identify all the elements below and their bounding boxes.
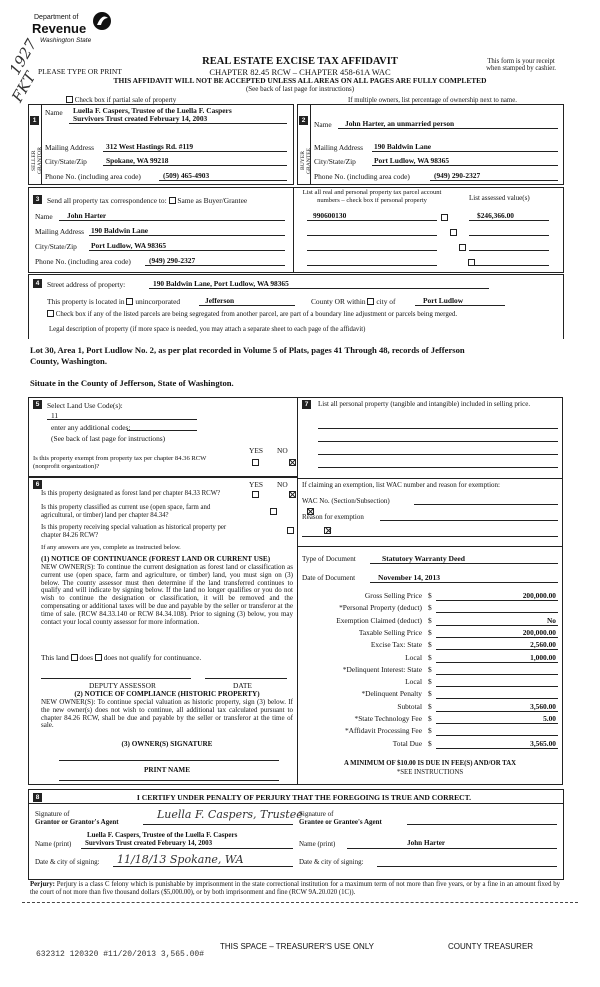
tax-row-value[interactable]: 3,560.00 bbox=[530, 701, 556, 711]
grantor-date-city-label: Date & city of signing: bbox=[35, 858, 100, 866]
same-as-buyer-label: Same as Buyer/Grantee bbox=[177, 196, 248, 205]
seller-side-label: SELLER GRANTOR bbox=[31, 147, 43, 175]
form-title: REAL ESTATE EXCISE TAX AFFIDAVIT bbox=[202, 56, 398, 67]
seller-city[interactable]: Spokane, WA 99218 bbox=[106, 156, 169, 165]
legal-label: Legal description of property (if more space is needed, you may attach a separate sheet to each page of the affidavit) bbox=[49, 326, 366, 333]
tax-row-underline bbox=[436, 711, 558, 712]
buyer-section bbox=[297, 104, 564, 185]
tax-row-dollar: $ bbox=[428, 652, 432, 662]
exempt-no-checkbox[interactable] bbox=[289, 459, 296, 466]
land-use-code[interactable]: 11 bbox=[51, 411, 59, 420]
corr-mailing-label: Mailing Address bbox=[35, 227, 85, 236]
seller-city-underline bbox=[103, 165, 287, 166]
tax-row bbox=[298, 738, 562, 749]
buyer-city-label: City/State/Zip bbox=[314, 157, 356, 166]
tax-row-underline bbox=[436, 735, 558, 736]
corr-phone-underline bbox=[145, 265, 285, 266]
grantor-sig-label-2: Grantor or Grantor's Agent bbox=[35, 818, 119, 826]
this-land-label: This land bbox=[41, 653, 69, 662]
county-treasurer: COUNTY TREASURER bbox=[448, 942, 534, 951]
tax-row-label: *Delinquent Interest: State bbox=[342, 664, 422, 674]
multiple-owners-note: If multiple owners, list percentage of ownership next to name. bbox=[348, 97, 517, 104]
tax-row-label: Exemption Claimed (deduct) bbox=[336, 615, 422, 625]
s8-divider bbox=[29, 803, 563, 804]
section-3-divider bbox=[293, 188, 294, 272]
tax-row bbox=[298, 664, 562, 675]
tax-row-label: Local bbox=[405, 677, 422, 687]
seller-name-2: Survivors Trust created February 14, 2003 bbox=[73, 114, 208, 123]
corr-city[interactable]: Port Ludlow, WA 98365 bbox=[91, 241, 167, 250]
owner-signature-label: (3) OWNER(S) SIGNATURE bbox=[121, 740, 213, 748]
logo-dept: Department of bbox=[34, 14, 79, 21]
tax-row-underline bbox=[436, 698, 558, 699]
seller-side bbox=[29, 105, 42, 184]
does-not-qualify-checkbox[interactable] bbox=[95, 654, 102, 661]
handwritten-initials: FKT bbox=[8, 68, 40, 106]
buyer-name-label: Name bbox=[314, 120, 332, 129]
seller-city-label: City/State/Zip bbox=[45, 157, 87, 166]
grantor-sig-label-1: Signature of bbox=[35, 810, 70, 818]
tax-row-underline bbox=[436, 723, 558, 724]
parcel-line-3 bbox=[307, 250, 437, 251]
s7-divider-2 bbox=[298, 546, 562, 547]
forest-question: Is this property designated as forest land per chapter 84.33 RCW? bbox=[41, 490, 221, 497]
perjury-label: Perjury: bbox=[30, 881, 55, 888]
tax-row-label: *Delinquent Penalty bbox=[361, 689, 422, 699]
tax-row-label: *State Technology Fee bbox=[354, 714, 422, 723]
logo-state: Washington State bbox=[40, 37, 92, 44]
county-or-label: County OR within bbox=[311, 297, 366, 306]
parcel-line-4 bbox=[307, 265, 437, 266]
tax-row-dollar: $ bbox=[428, 689, 432, 699]
tax-row-label: Taxable Selling Price bbox=[358, 627, 422, 637]
forest-no-checkbox[interactable] bbox=[289, 491, 296, 498]
tax-row-value[interactable]: 2,560.00 bbox=[530, 640, 556, 650]
assessed-value-1[interactable]: $246,366.00 bbox=[477, 211, 514, 220]
tax-row bbox=[298, 639, 562, 650]
tax-row bbox=[298, 615, 562, 626]
certify-statement: I CERTIFY UNDER PENALTY OF PERJURY THAT THE FOREGOING IS TRUE AND CORRECT. bbox=[136, 793, 472, 802]
perjury-notice bbox=[30, 881, 560, 897]
buyer-city[interactable]: Port Ludlow, WA 98365 bbox=[374, 156, 450, 165]
land-use-label: Select Land Use Code(s): bbox=[47, 401, 123, 410]
tax-row-dollar: $ bbox=[428, 714, 432, 723]
seller-mailing-underline bbox=[103, 151, 287, 152]
unincorporated-label: unincorporated bbox=[135, 297, 181, 306]
print-name-line[interactable] bbox=[59, 780, 279, 781]
parcel-header bbox=[297, 189, 447, 205]
does-not-label: does not qualify for continuance. bbox=[103, 653, 202, 662]
buyer-phone-label: Phone No. (including area code) bbox=[314, 172, 410, 181]
county-underline bbox=[199, 305, 295, 306]
deputy-date-line bbox=[205, 678, 287, 679]
cashier-stamp: 632312 120320 #11/20/2013 3,565.00# bbox=[36, 950, 205, 959]
doc-type-line bbox=[370, 563, 558, 564]
buyer-city-underline bbox=[372, 165, 558, 166]
tax-row bbox=[298, 713, 562, 724]
land-use-underline bbox=[47, 419, 197, 420]
reason-label: Reason for exemption bbox=[302, 513, 364, 521]
section-3-number: 3 bbox=[33, 195, 42, 204]
logo-swoosh-icon bbox=[92, 10, 112, 32]
buyer-name-underline bbox=[338, 128, 558, 129]
section-7-number: 7 bbox=[302, 400, 311, 409]
grantor-name-print-label: Name (print) bbox=[35, 840, 72, 848]
historic-question: Is this property receiving special valuation as historical property per chapter 84.26 RCW? bbox=[41, 524, 227, 539]
seller-section bbox=[28, 104, 294, 185]
property-street[interactable]: 190 Baldwin Lane, Port Ludlow, WA 98365 bbox=[153, 279, 289, 288]
dor-logo bbox=[24, 6, 119, 46]
situate-line: Situate in the County of Jefferson, State of Washington. bbox=[30, 378, 234, 388]
doc-type[interactable]: Statutory Warranty Deed bbox=[382, 554, 465, 563]
assessed-line-4 bbox=[469, 265, 549, 266]
seller-mailing[interactable]: 312 West Hastings Rd. #119 bbox=[106, 142, 194, 151]
s6-no-label: NO bbox=[277, 480, 288, 489]
partial-sale-checkbox[interactable] bbox=[66, 96, 73, 103]
street-label: Street address of property: bbox=[47, 280, 126, 289]
tax-row-underline bbox=[436, 637, 558, 638]
tax-row-underline bbox=[436, 674, 558, 675]
tax-row-dollar: $ bbox=[428, 591, 432, 600]
assessed-line-2 bbox=[469, 235, 549, 236]
doc-date[interactable]: November 14, 2013 bbox=[378, 573, 441, 582]
tax-row-value[interactable]: 5.00 bbox=[543, 714, 556, 723]
parcel-header-2: numbers – check box if personal property bbox=[317, 197, 427, 204]
section-4-number: 4 bbox=[33, 279, 42, 288]
tax-row-value[interactable]: 200,000.00 bbox=[522, 627, 556, 637]
city-underline bbox=[415, 305, 505, 306]
street-underline bbox=[149, 288, 489, 289]
deputy-line bbox=[41, 678, 191, 679]
see-instructions: *SEE INSTRUCTIONS bbox=[396, 769, 464, 776]
corr-mailing-underline bbox=[89, 235, 285, 236]
logo-revenue: Revenue bbox=[32, 21, 87, 36]
city-value[interactable]: Port Ludlow bbox=[423, 296, 464, 305]
tax-row-underline bbox=[436, 686, 558, 687]
tax-row-label: Excise Tax: State bbox=[370, 640, 422, 650]
seller-name-underline bbox=[69, 123, 287, 124]
grantee-sig-label-1: Signature of bbox=[299, 810, 334, 818]
exempt-question: Is this property exempt from property tax per chapter 84.36 RCW (nonprofit organization)? bbox=[33, 455, 207, 470]
personal-property-checkbox-3[interactable] bbox=[459, 244, 466, 251]
county-value[interactable]: Jefferson bbox=[205, 296, 235, 305]
grantee-date-line[interactable] bbox=[377, 866, 557, 867]
section-6 bbox=[28, 477, 298, 785]
tax-row bbox=[298, 590, 562, 601]
tax-row-value[interactable]: 1,000.00 bbox=[530, 652, 556, 662]
minimum-note: A MINIMUM OF $10.00 IS DUE IN FEE(S) AND/OR TAX bbox=[343, 760, 517, 767]
tax-row bbox=[298, 701, 562, 712]
parcel-line-2 bbox=[307, 235, 437, 236]
tax-row-label: Gross Selling Price bbox=[364, 591, 422, 600]
owner-signature-line[interactable] bbox=[59, 760, 279, 761]
partial-sale-row bbox=[66, 96, 176, 104]
pp-line-3[interactable] bbox=[318, 454, 558, 455]
pp-line-2[interactable] bbox=[318, 441, 558, 442]
tax-row-underline bbox=[436, 748, 558, 749]
tax-row-underline bbox=[436, 649, 558, 650]
section-2-number: 2 bbox=[299, 116, 308, 125]
grantor-print-line bbox=[81, 848, 293, 849]
buyer-side bbox=[298, 105, 311, 184]
current-use-question: Is this property classified as current use (open space, farm and agricultural, or timber) land per chapter 84.34? bbox=[41, 504, 211, 519]
grantor-sig-line bbox=[143, 824, 293, 825]
city-of-label: city of bbox=[376, 297, 396, 306]
buyer-mailing-underline bbox=[372, 151, 558, 152]
same-as-buyer-checkbox[interactable] bbox=[169, 197, 176, 204]
pp-line-1[interactable] bbox=[318, 428, 558, 429]
notice-compliance-title: (2) NOTICE OF COMPLIANCE (HISTORIC PROPERTY) bbox=[74, 690, 260, 698]
buyer-mailing[interactable]: 190 Baldwin Lane bbox=[374, 142, 432, 151]
tax-row-dollar: $ bbox=[428, 615, 432, 625]
tax-row-dollar: $ bbox=[428, 726, 432, 736]
tax-row-value[interactable]: 3,565.00 bbox=[530, 738, 556, 748]
reason-line-1[interactable] bbox=[380, 520, 558, 521]
historic-yes-checkbox[interactable] bbox=[287, 527, 294, 534]
legal-description[interactable] bbox=[30, 345, 562, 367]
continuance-row bbox=[41, 653, 201, 662]
does-label: does bbox=[79, 653, 93, 662]
corr-phone-label: Phone No. (including area code) bbox=[35, 257, 131, 266]
tax-row-underline bbox=[436, 625, 558, 626]
tax-row-dollar: $ bbox=[428, 603, 432, 613]
legal-line-2: County, Washington. bbox=[30, 356, 107, 366]
corr-mailing[interactable]: 190 Baldwin Lane bbox=[91, 226, 149, 235]
tax-row-dollar: $ bbox=[428, 627, 432, 637]
forest-yes-checkbox[interactable] bbox=[252, 491, 259, 498]
send-correspondence-label: Send all property tax correspondence to: bbox=[47, 196, 167, 205]
handwritten-number: 1927 bbox=[5, 35, 41, 79]
segregation-row bbox=[47, 310, 457, 318]
tax-row-dollar: $ bbox=[428, 677, 432, 687]
seller-phone-label: Phone No. (including area code) bbox=[45, 172, 141, 181]
tax-row-label: *Affidavit Processing Fee bbox=[344, 726, 422, 736]
does-qualify-checkbox[interactable] bbox=[71, 654, 78, 661]
buyer-phone-underline bbox=[430, 180, 558, 181]
tax-row-dollar: $ bbox=[428, 640, 432, 650]
notice-continuance-title: (1) NOTICE OF CONTINUANCE (FOREST LAND OR CURRENT USE) bbox=[41, 555, 271, 563]
buyer-name[interactable]: John Harter, an unmarried person bbox=[345, 119, 455, 128]
doc-date-label: Date of Document bbox=[302, 574, 356, 582]
section-5-number: 5 bbox=[33, 400, 42, 409]
reason-line-2[interactable] bbox=[302, 536, 558, 537]
grantee-date-city-label: Date & city of signing: bbox=[299, 858, 364, 866]
unincorporated-checkbox[interactable] bbox=[126, 298, 133, 305]
notice-continuance-text: NEW OWNER(S): To continue the current designation as forest land or classification as current use (open space, farm and agriculture, or timber) land, you must sign on (3) below. The county assessor must then determine if the land transferred continues to qualify and will indicate by signing below. If the land no longer qualifies or you do not wish to continue the designation or classification, it will be removed and the compensating or additional taxes will be due and payable by the seller or transferor at the time of sale. (RCW 84.33.140 or RCW 84.34.108). Prior to signing (3) below, you may contact your local county assessor for more information. bbox=[41, 563, 293, 626]
parcel-number-1[interactable]: 990600130 bbox=[313, 211, 347, 220]
additional-codes-underline bbox=[127, 430, 197, 431]
corr-city-label: City/State/Zip bbox=[35, 242, 77, 251]
tax-row bbox=[298, 725, 562, 736]
s6-yes-label: YES bbox=[249, 480, 263, 489]
seller-phone-underline bbox=[159, 180, 287, 181]
deputy-assessor-label: DEPUTY ASSESSOR bbox=[89, 681, 156, 690]
partial-sale-label: Check box if partial sale of property bbox=[74, 96, 177, 104]
tax-row bbox=[298, 627, 562, 638]
grantor-signature[interactable]: Luella F. Caspers, Trustee bbox=[157, 808, 303, 821]
corr-name[interactable]: John Harter bbox=[67, 211, 107, 220]
grantee-name-print-label: Name (print) bbox=[299, 840, 336, 848]
tax-row bbox=[298, 688, 562, 699]
form-see-back: (See back of last page for instructions) bbox=[245, 85, 355, 93]
tax-row-label: Total Due bbox=[392, 738, 422, 748]
personal-property-checkbox-2[interactable] bbox=[450, 229, 457, 236]
grantee-sig-label-2: Grantee or Grantee's Agent bbox=[299, 818, 382, 826]
notice-compliance-text: NEW OWNER(S): To continue special valuation as historic property, sign (3) below. If the new owner(s) does not wish to continue, all additional tax calculated pursuant to chapter 84.26 RCW, shall be due and payable by the seller or transferor at the time of sale. bbox=[41, 698, 293, 730]
buyer-side-label: BUYER GRANTEE bbox=[300, 147, 312, 175]
send-correspondence bbox=[47, 196, 247, 205]
tax-row-label: Local bbox=[405, 652, 422, 662]
receipt-note bbox=[466, 58, 576, 72]
wac-label: WAC No. (Section/Subsection) bbox=[302, 497, 390, 505]
land-use-see-back: (See back of last page for instructions) bbox=[51, 434, 166, 443]
form-warning: THIS AFFIDAVIT WILL NOT BE ACCEPTED UNLESS ALL AREAS ON ALL PAGES ARE FULLY COMPLETED bbox=[113, 76, 487, 85]
tax-row-value[interactable]: No bbox=[546, 615, 556, 625]
grantor-date-line bbox=[113, 866, 293, 867]
legal-line-1: Lot 30, Area 1, Port Ludlow No. 2, as per plat recorded in Volume 5 of Plats, pages 41 Through 48, records of Jefferson bbox=[30, 345, 465, 355]
corr-city-underline bbox=[89, 250, 285, 251]
please-type: PLEASE TYPE OR PRINT bbox=[38, 67, 122, 76]
grantee-print-line bbox=[347, 848, 557, 849]
footer-divider bbox=[22, 902, 578, 903]
city-of-checkbox[interactable] bbox=[367, 298, 374, 305]
tax-row-underline bbox=[436, 662, 558, 663]
doc-type-label: Type of Document bbox=[302, 555, 356, 563]
s7-divider-1 bbox=[298, 478, 562, 479]
form-chapter: CHAPTER 82.45 RCW – CHAPTER 458-61A WAC bbox=[209, 67, 391, 77]
exemption-label: If claiming an exemption, list WAC number and reason for exemption: bbox=[302, 481, 500, 489]
assessed-header: List assessed value(s) bbox=[469, 194, 530, 202]
segregation-checkbox[interactable] bbox=[47, 310, 54, 317]
tax-row-label: *Personal Property (deduct) bbox=[339, 603, 422, 613]
print-name-label: PRINT NAME bbox=[144, 766, 190, 774]
deputy-date-label: DATE bbox=[233, 681, 252, 690]
corr-phone[interactable]: (949) 290-2327 bbox=[149, 256, 196, 265]
receipt-line-2: when stamped by cashier. bbox=[486, 65, 556, 72]
tax-row-dollar: $ bbox=[428, 664, 432, 674]
segregation-label: Check box if any of the listed parcels are being segregated from another parcel, are part of a boundary line adjustment or parcels being merged. bbox=[55, 310, 458, 318]
section-5 bbox=[28, 397, 298, 477]
seller-name-label: Name bbox=[45, 108, 63, 117]
tax-row-dollar: $ bbox=[428, 701, 432, 711]
tax-row bbox=[298, 652, 562, 663]
grantee-sig-line[interactable] bbox=[407, 824, 557, 825]
parcel-header-1: List all real and personal property tax parcel account bbox=[302, 189, 442, 196]
tax-row bbox=[298, 602, 562, 613]
exempt-yes-checkbox[interactable] bbox=[252, 459, 259, 466]
treasurer-use: THIS SPACE – TREASURER'S USE ONLY bbox=[220, 942, 375, 951]
personal-property-checkbox-1[interactable] bbox=[441, 214, 448, 221]
pp-line-4[interactable] bbox=[318, 467, 558, 468]
perjury-text: Perjury is a class C felony which is punishable by imprisonment in the state correctional institution for a maximum term of not more than five years, or by a fine in an amount fixed by the court of not more than five thousand dollars ($5,000.00), or by both imprisonment and fine (RCW 9A.20.020 (1C)). bbox=[30, 881, 560, 896]
tax-row-value[interactable]: 200,000.00 bbox=[522, 591, 556, 600]
county-or-row bbox=[311, 297, 395, 306]
seller-mailing-label: Mailing Address bbox=[45, 143, 95, 152]
section-7 bbox=[298, 397, 563, 785]
section-6-number: 6 bbox=[33, 480, 42, 489]
located-row bbox=[47, 297, 180, 306]
grantor-print-2[interactable]: Survivors Trust created February 14, 2003 bbox=[85, 839, 213, 847]
section-8 bbox=[28, 789, 564, 880]
tax-row bbox=[298, 676, 562, 687]
located-in-label: This property is located in bbox=[47, 297, 125, 306]
buyer-phone[interactable]: (949) 290-2327 bbox=[434, 171, 481, 180]
section-8-number: 8 bbox=[33, 793, 42, 802]
grantor-print-1: Luella F. Caspers, Trustee of the Luella F. Caspers bbox=[87, 831, 238, 839]
s5-yes-label: YES bbox=[249, 446, 263, 455]
seller-phone[interactable]: (509) 465-4903 bbox=[163, 171, 210, 180]
grantor-date-city[interactable]: 11/18/13 Spokane, WA bbox=[117, 853, 244, 866]
tax-row-underline bbox=[436, 612, 558, 613]
assessed-line-3 bbox=[469, 250, 549, 251]
personal-property-label: List all personal property (tangible and intangible) included in selling price. bbox=[318, 400, 531, 408]
section-4 bbox=[28, 274, 564, 339]
doc-date-line bbox=[370, 582, 558, 583]
wac-line[interactable] bbox=[414, 504, 558, 505]
buyer-mailing-label: Mailing Address bbox=[314, 143, 364, 152]
if-yes-note: If any answers are yes, complete as instructed below. bbox=[41, 544, 181, 551]
corr-name-label: Name bbox=[35, 212, 53, 221]
corr-name-underline bbox=[59, 220, 285, 221]
tax-row-dollar: $ bbox=[428, 738, 432, 748]
tax-row-label: Subtotal bbox=[397, 701, 422, 711]
receipt-line-1: This form is your receipt bbox=[487, 58, 555, 65]
current-use-yes-checkbox[interactable] bbox=[270, 508, 277, 515]
section-1-number: 1 bbox=[30, 116, 39, 125]
assessed-line-1 bbox=[469, 220, 549, 221]
section-3 bbox=[28, 187, 564, 273]
parcel-line-1 bbox=[307, 220, 437, 221]
tax-row-underline bbox=[436, 600, 558, 601]
additional-codes-label: enter any additional codes: bbox=[51, 423, 131, 432]
s5-no-label: NO bbox=[277, 446, 288, 455]
grantee-name[interactable]: John Harter bbox=[407, 839, 446, 847]
seller-name-1: Luella F. Caspers, Trustee of the Luella F. Caspers bbox=[73, 106, 232, 115]
